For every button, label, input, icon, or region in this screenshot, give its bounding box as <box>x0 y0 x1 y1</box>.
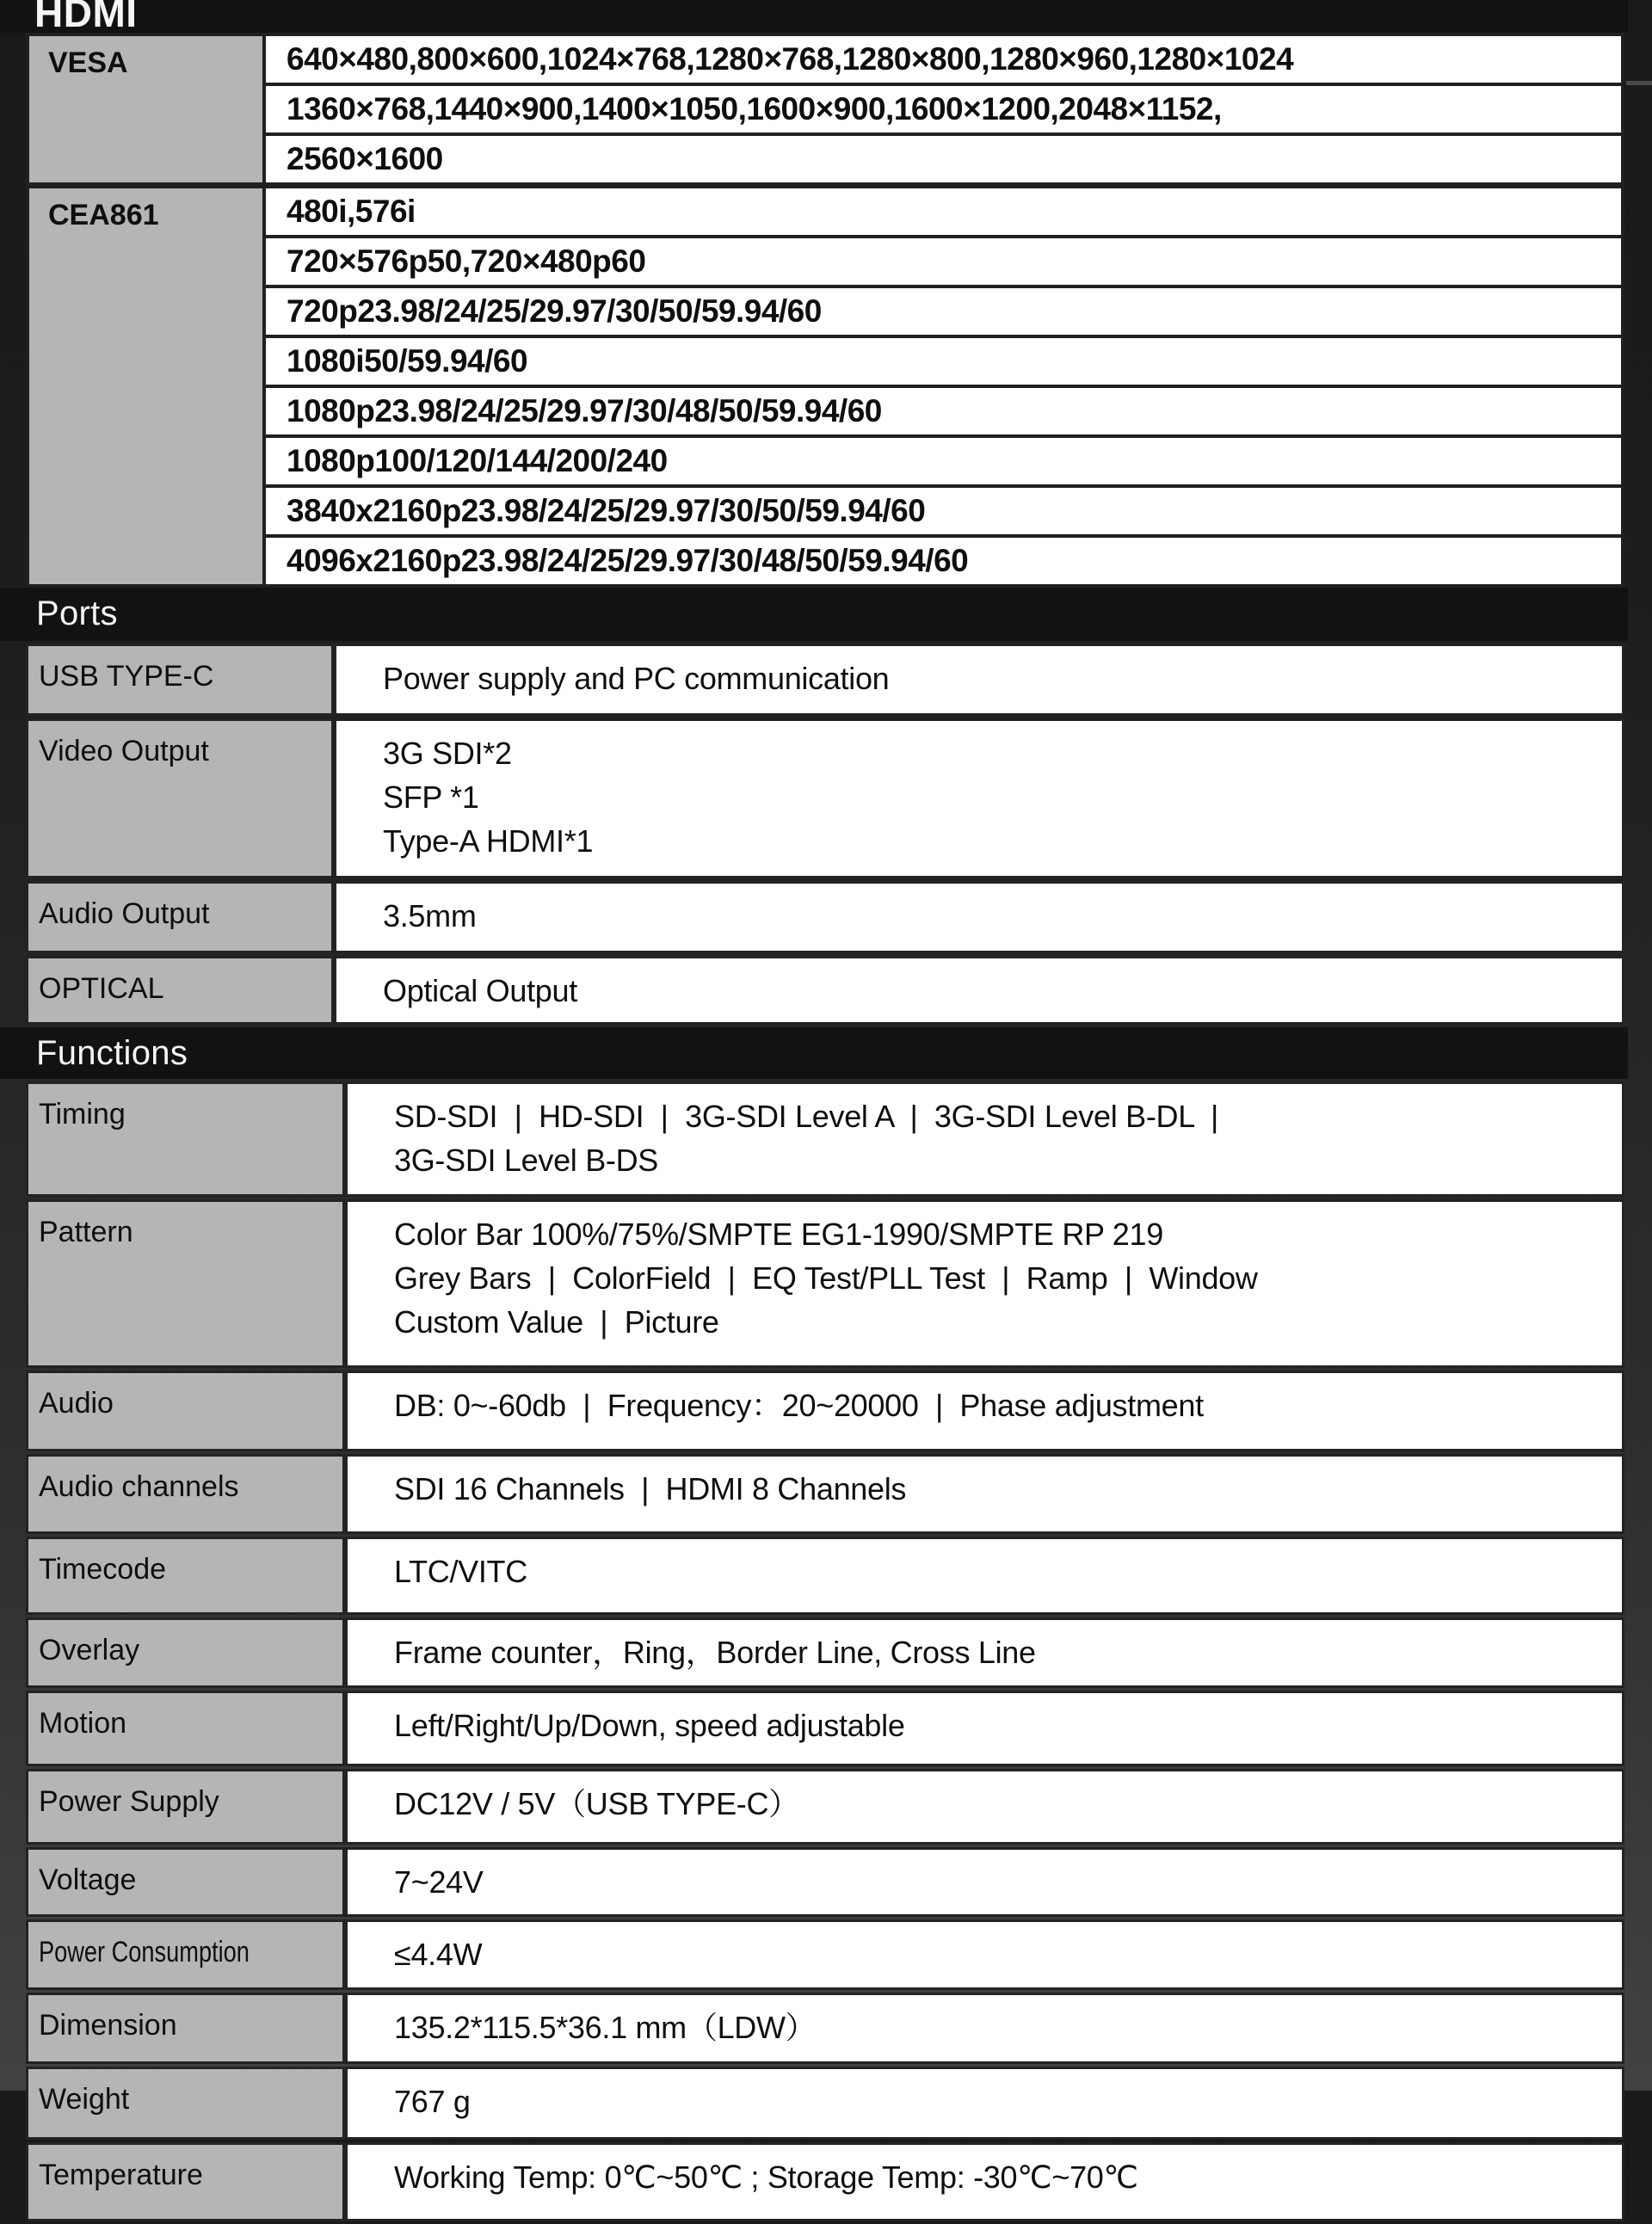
table-row <box>26 956 1624 1025</box>
row-label <box>26 1617 345 1688</box>
row-value-line: 767 g <box>394 2084 471 2119</box>
functions-table <box>26 1079 1624 2224</box>
row-value <box>345 1371 1624 1451</box>
table-row <box>26 1081 1624 1197</box>
row-value-line: Type-A HDMI*1 <box>383 823 594 859</box>
row-label: VESA <box>28 34 264 186</box>
row-label: CEA861 <box>28 186 264 587</box>
table-row <box>28 84 1623 134</box>
row-label <box>26 1993 345 2064</box>
row-label <box>26 1847 345 1917</box>
row-value: 1080p100/120/144/200/240 <box>264 436 1623 486</box>
row-value <box>334 718 1624 878</box>
row-value: 1360×768,1440×900,1400×1050,1600×900,1600×1200,2048×1152, <box>264 84 1623 134</box>
table-row <box>26 1371 1624 1451</box>
table-row <box>26 1199 1624 1368</box>
row-value-line: Left/Right/Up/Down, speed adjustable <box>394 1708 905 1743</box>
row-label <box>26 2067 345 2140</box>
row-label-text: Pattern <box>39 1216 133 1248</box>
table-row <box>26 2067 1624 2140</box>
row-label <box>26 1919 345 1990</box>
table-row <box>26 1993 1624 2064</box>
row-label-text: Power Consumption <box>39 1936 250 1968</box>
row-value: 2560×1600 <box>264 134 1623 186</box>
row-label <box>26 1769 345 1845</box>
row-label-text: Audio Output <box>39 897 210 930</box>
row-value <box>345 1919 1624 1990</box>
row-label <box>26 956 334 1025</box>
row-label <box>26 1371 345 1451</box>
table-row <box>28 436 1623 486</box>
table-row <box>28 336 1623 386</box>
table-row <box>28 134 1623 186</box>
section-title-ports: Ports <box>36 595 118 632</box>
row-value-line: Color Bar 100%/75%/SMPTE EG1-1990/SMPTE RP 219 <box>394 1217 1163 1252</box>
row-value: 1080p23.98/24/25/29.97/30/48/50/59.94/60 <box>264 386 1623 436</box>
row-value <box>334 881 1624 953</box>
row-value <box>345 1847 1624 1917</box>
row-value <box>334 644 1624 716</box>
row-label <box>26 1691 345 1766</box>
row-value <box>334 956 1624 1025</box>
row-value <box>345 1199 1624 1368</box>
hdmi-format-table <box>26 33 1624 588</box>
ports-table <box>26 641 1624 1027</box>
row-label-text: Dimension <box>39 2009 177 2042</box>
row-value-line: 3.5mm <box>383 898 477 933</box>
row-value <box>345 1454 1624 1534</box>
section-title-hdmi: HDMI <box>34 0 138 33</box>
row-label-text: Overlay <box>39 1634 140 1666</box>
row-label <box>26 2142 345 2221</box>
row-label <box>26 644 334 716</box>
table-row <box>26 644 1624 716</box>
table-row <box>26 1691 1624 1766</box>
row-value-line: Power supply and PC communication <box>383 661 890 696</box>
row-value-line: 3G SDI*2 <box>383 736 512 771</box>
row-value <box>345 1993 1624 2064</box>
row-label <box>26 718 334 878</box>
section-header-hdmi <box>0 0 1628 33</box>
row-label-text: Temperature <box>39 2159 203 2191</box>
row-label <box>26 1081 345 1197</box>
row-value-line: Optical Output <box>383 973 577 1008</box>
row-value-line: LTC/VITC <box>394 1554 527 1589</box>
table-row <box>28 186 1623 237</box>
table-row <box>26 1769 1624 1845</box>
row-value-line: Frame counter，Ring，Border Line, Cross Line <box>394 1635 1036 1670</box>
table-row <box>26 1454 1624 1534</box>
row-label-text: Voltage <box>39 1864 137 1896</box>
row-value <box>345 2067 1624 2140</box>
row-value-line: 7~24V <box>394 1864 484 1900</box>
row-value: 640×480,800×600,1024×768,1280×768,1280×800,1280×960,1280×1024 <box>264 34 1623 84</box>
row-label-text: Timecode <box>39 1553 167 1586</box>
row-value-line: ≤4.4W <box>394 1937 483 1972</box>
table-row <box>26 1537 1624 1615</box>
table-row <box>28 386 1623 436</box>
row-label <box>26 881 334 953</box>
row-label-text: Audio channels <box>39 1470 239 1503</box>
row-label-text: OPTICAL <box>39 972 164 1005</box>
row-value: 720×576p50,720×480p60 <box>264 237 1623 286</box>
row-value <box>345 1769 1624 1845</box>
row-label-text: Timing <box>39 1098 126 1130</box>
row-label-text: Audio <box>39 1387 114 1420</box>
row-value-line: Working Temp: 0℃~50℃ ; Storage Temp: -30℃~70℃ <box>394 2159 1138 2195</box>
row-value: 480i,576i <box>264 186 1623 237</box>
table-row <box>28 34 1623 84</box>
row-value: 720p23.98/24/25/29.97/30/50/59.94/60 <box>264 286 1623 336</box>
row-value-line: DC12V / 5V（USB TYPE-C） <box>394 1786 799 1821</box>
row-label <box>26 1537 345 1615</box>
section-title-functions: Functions <box>36 1034 188 1072</box>
row-value <box>345 1081 1624 1197</box>
row-value <box>345 2142 1624 2221</box>
row-label-text: Power Supply <box>39 1785 219 1818</box>
row-value: 1080i50/59.94/60 <box>264 336 1623 386</box>
row-value <box>345 1691 1624 1766</box>
row-value-line: SD-SDI | HD-SDI | 3G-SDI Level A | 3G-SDI Level B-DL | <box>394 1099 1219 1134</box>
row-value-line: SDI 16 Channels | HDMI 8 Channels <box>394 1471 907 1506</box>
table-row <box>26 1617 1624 1688</box>
table-row <box>26 1847 1624 1917</box>
row-label-text: Weight <box>39 2083 130 2116</box>
row-value-line: 3G-SDI Level B-DS <box>394 1143 658 1178</box>
row-value-line: Custom Value | Picture <box>394 1304 719 1340</box>
row-value-line: SFP *1 <box>383 779 479 815</box>
row-value: 4096x2160p23.98/24/25/29.97/30/48/50/59.94/60 <box>264 536 1623 586</box>
row-value-line: Grey Bars | ColorField | EQ Test/PLL Test | Ramp | Window <box>394 1260 1258 1296</box>
row-value <box>345 1537 1624 1615</box>
row-label-text: USB TYPE-C <box>39 660 214 693</box>
section-header-functions <box>0 1027 1628 1079</box>
row-label <box>26 1199 345 1368</box>
row-value-line: DB: 0~-60db | Frequency：20~20000 | Phase adjustment <box>394 1388 1204 1423</box>
table-row <box>26 2142 1624 2221</box>
row-border-extension <box>1626 81 1652 85</box>
row-value: 3840x2160p23.98/24/25/29.97/30/50/59.94/60 <box>264 486 1623 536</box>
table-row <box>26 718 1624 878</box>
row-label-text: Video Output <box>39 735 209 767</box>
table-row <box>26 1919 1624 1990</box>
table-row <box>28 536 1623 586</box>
row-label <box>26 1454 345 1534</box>
row-value-line: 135.2*115.5*36.1 mm（LDW） <box>394 2010 817 2045</box>
table-row <box>26 881 1624 953</box>
section-header-ports <box>0 588 1628 641</box>
table-row <box>28 237 1623 286</box>
row-value <box>345 1617 1624 1688</box>
table-row <box>28 486 1623 536</box>
table-row <box>28 286 1623 336</box>
row-label-text: Motion <box>39 1707 127 1740</box>
